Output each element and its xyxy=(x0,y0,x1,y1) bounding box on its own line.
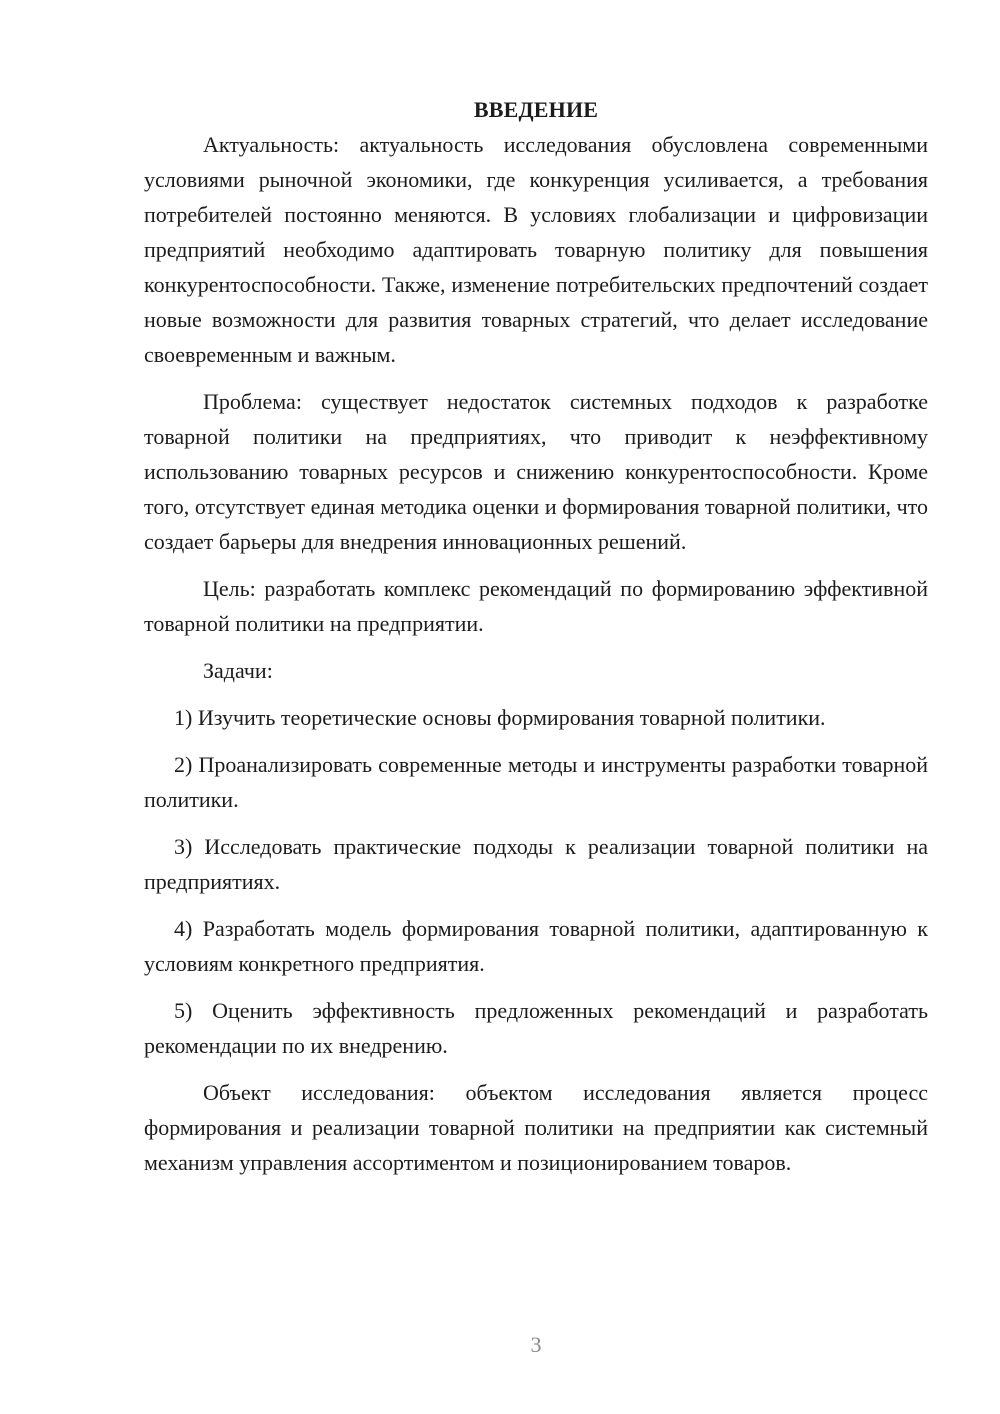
tasks-heading: Задачи: xyxy=(203,658,273,683)
paragraph-goal: Цель: разработать комплекс рекомендаций по формированию эффективной товарной политики на предприятии. xyxy=(144,576,928,636)
page-number: 3 xyxy=(530,1332,542,1357)
task-item-2: 2) Проанализировать современные методы и инструменты разработки товарной политики. xyxy=(144,752,928,812)
task-item-3: 3) Исследовать практические подходы к реализации товарной политики на предприятиях. xyxy=(144,834,928,894)
task-item-5: 5) Оценить эффективность предложенных рекомендаций и разработать рекомендации по их внедрению. xyxy=(144,998,928,1058)
paragraph-object: Объект исследования: объектом исследования является процесс формирования и реализации товарной политики на предприятии как системный механизм управления ассортиментом и позиционированием товаров. xyxy=(144,1080,928,1175)
paragraph-problem: Проблема: существует недостаток системных подходов к разработке товарной политики на предприятиях, что приводит к неэффективному использованию товарных ресурсов и снижению конкурентоспособности. Кроме того, отсутствует единая методика оценки и формирования товарной политики, что создает барьеры для внедрения инновационных решений. xyxy=(144,389,928,554)
task-item-1: 1) Изучить теоретические основы формирования товарной политики. xyxy=(174,705,826,730)
paragraph-relevance: Актуальность: актуальность исследования обусловлена современными условиями рыночной экономики, где конкуренция усиливается, а требования потребителей постоянно меняются. В условиях глобализации и цифровизации предприятий необходимо адаптировать товарную политику для повышения конкурентоспособности. Также, изменение потребительских предпочтений создает новые возможности для развития товарных стратегий, что делает исследование своевременным и важным. xyxy=(144,132,928,367)
section-title: ВВЕДЕНИЕ xyxy=(473,97,599,122)
document-page xyxy=(144,92,928,1180)
task-item-4: 4) Разработать модель формирования товарной политики, адаптированную к условиям конкретного предприятия. xyxy=(144,916,928,976)
